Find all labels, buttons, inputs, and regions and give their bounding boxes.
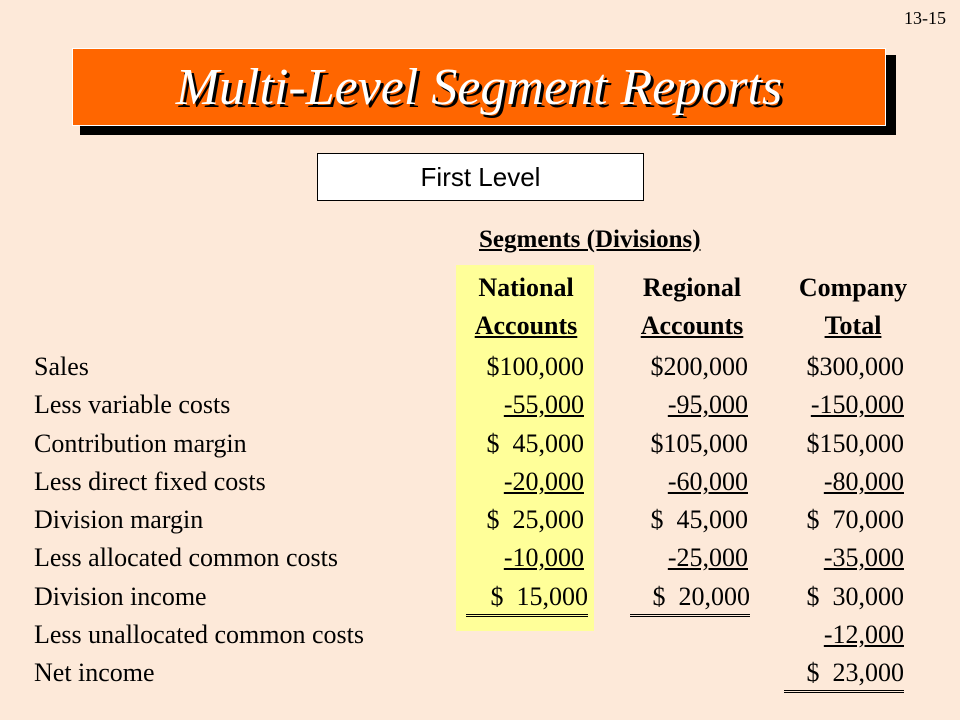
cell-division-income-total: $ 30,000 <box>806 582 904 611</box>
row-label-sales: Sales <box>34 352 89 381</box>
cell-division-margin-total: $ 70,000 <box>806 505 904 534</box>
cell-division-margin-regional: $ 45,000 <box>650 505 748 534</box>
row-label-division-income: Division income <box>34 582 207 611</box>
cell-contribution-margin-total: $150,000 <box>806 429 904 458</box>
cell-sales-total: $300,000 <box>806 352 904 381</box>
cell-variable-costs-national: -55,000 <box>503 390 584 419</box>
cell-allocated-common-costs-total: -35,000 <box>823 543 904 572</box>
column-header-line1: Company <box>798 273 908 302</box>
row-label-allocated-common-costs: Less allocated common costs <box>34 543 338 572</box>
column-header-national <box>456 269 596 345</box>
row-label-variable-costs: Less variable costs <box>34 390 231 419</box>
page-number: 13-15 <box>904 8 946 28</box>
cell-allocated-common-costs-regional: -25,000 <box>667 543 748 572</box>
column-header-line1: Regional <box>642 273 742 302</box>
cell-sales-regional: $200,000 <box>650 352 748 381</box>
slide-title: Multi-Level Segment Reports <box>175 58 783 116</box>
cell-contribution-margin-regional: $105,000 <box>650 429 748 458</box>
row-label-direct-fixed-costs: Less direct fixed costs <box>34 467 266 496</box>
column-header-line2: Accounts <box>474 311 578 340</box>
cell-allocated-common-costs-national: -10,000 <box>503 543 584 572</box>
column-header-regional <box>622 269 762 345</box>
cell-contribution-margin-national: $ 45,000 <box>486 429 584 458</box>
cell-division-income-regional: $ 20,000 <box>630 580 750 617</box>
cell-direct-fixed-costs-regional: -60,000 <box>667 467 748 496</box>
column-header-line2: Accounts <box>640 311 744 340</box>
cell-net-income-total: $ 23,000 <box>784 656 904 693</box>
title-banner <box>72 48 886 126</box>
cell-sales-national: $100,000 <box>486 352 584 381</box>
cell-unallocated-common-costs-total: -12,000 <box>823 620 904 649</box>
cell-division-income-national: $ 15,000 <box>466 580 588 617</box>
column-header-line1: National <box>478 273 574 302</box>
segments-header: Segments (Divisions) <box>479 226 701 253</box>
row-label-net-income: Net income <box>34 658 155 687</box>
cell-variable-costs-regional: -95,000 <box>667 390 748 419</box>
level-label-box: First Level <box>317 153 644 201</box>
cell-division-margin-national: $ 25,000 <box>486 505 584 534</box>
column-header-line2: Total <box>824 311 882 340</box>
row-label-division-margin: Division margin <box>34 505 204 534</box>
cell-direct-fixed-costs-total: -80,000 <box>823 467 904 496</box>
cell-direct-fixed-costs-national: -20,000 <box>503 467 584 496</box>
cell-variable-costs-total: -150,000 <box>810 390 904 419</box>
row-label-contribution-margin: Contribution margin <box>34 429 247 458</box>
column-header-company-total <box>783 269 923 345</box>
row-label-unallocated-common-costs: Less unallocated common costs <box>34 620 364 649</box>
